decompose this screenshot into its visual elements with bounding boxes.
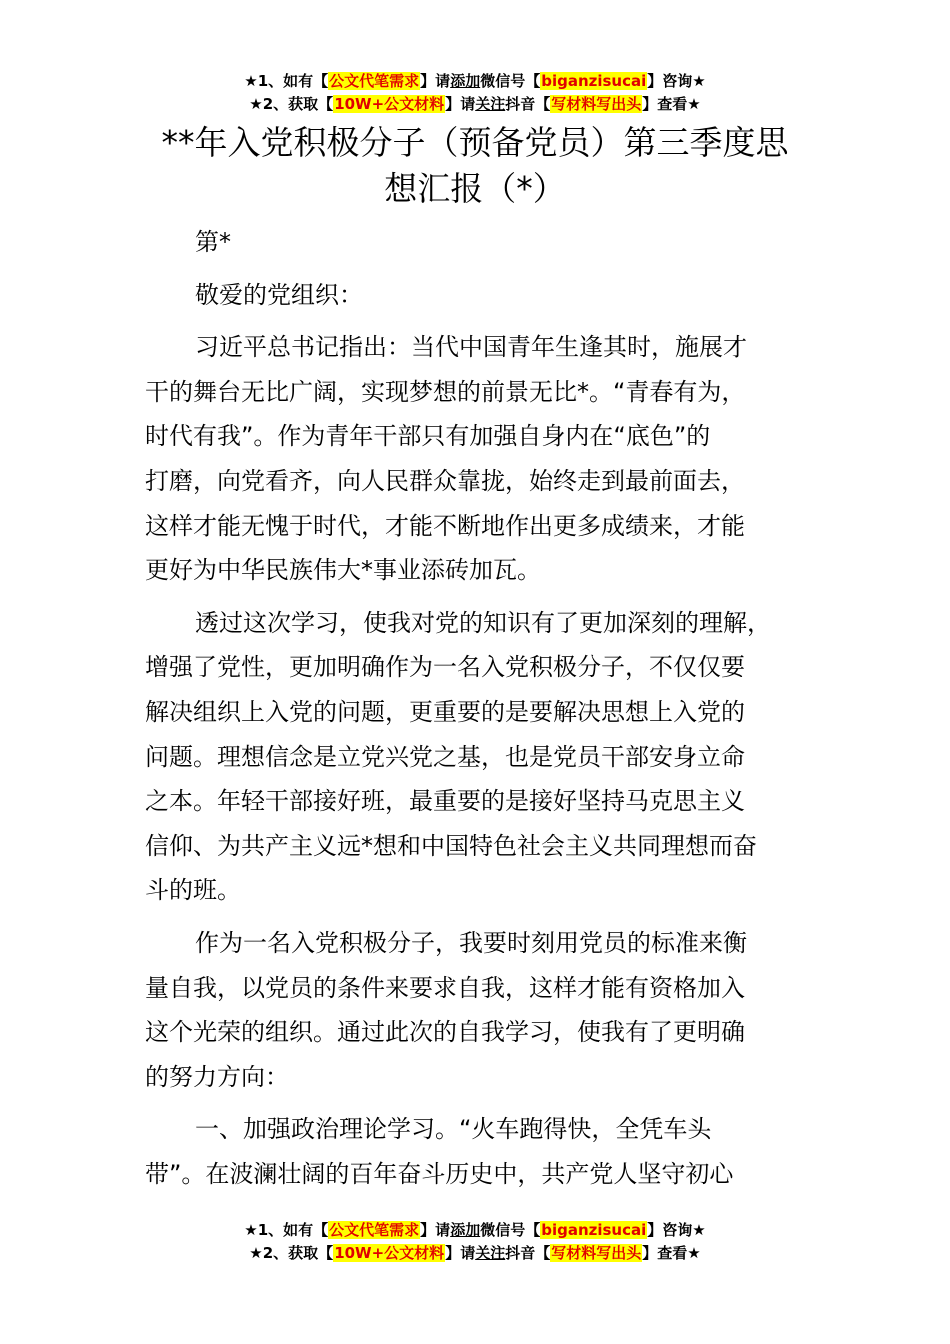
banner-text: ★1、如有【	[244, 72, 329, 90]
banner-text: 】查看★	[642, 1244, 701, 1262]
underlined-text: 关注	[475, 1244, 506, 1262]
footer-banner	[0, 1219, 950, 1265]
document-line: 习近平总书记指出：当代中国青年生逢其时，施展才	[195, 333, 747, 362]
document-line: 更好为中华民族伟大*事业添砖加瓦。	[145, 556, 541, 585]
document-line: 解决组织上入党的问题，更重要的是要解决思想上入党的	[145, 697, 745, 726]
document-line: 这个光荣的组织。通过此次的自我学习，使我有了更明确	[145, 1018, 745, 1047]
underlined-text: 添加	[450, 72, 481, 90]
banner-text: ★1、如有【	[244, 1221, 329, 1239]
banner-text: 】咨询★	[647, 72, 706, 90]
underlined-text: 关注	[475, 95, 506, 113]
document-line: 的努力方向：	[145, 1062, 289, 1091]
banner-text: 】请	[445, 1244, 476, 1262]
document-line: 问题。理想信念是立党兴党之基，也是党员干部安身立命	[145, 742, 745, 771]
document-body	[145, 220, 815, 1196]
highlight-text: 公文代笔需求	[329, 1221, 420, 1239]
wechat-id-highlight: biganzisucai	[541, 1221, 647, 1239]
banner-text: 】请	[445, 95, 476, 113]
banner-text: 】查看★	[642, 95, 701, 113]
banner-line-2	[0, 1242, 950, 1265]
banner-text: 抖音【	[505, 1244, 551, 1262]
highlight-text: 10W+公文材料	[334, 1244, 445, 1262]
banner-text: 微信号【	[480, 1221, 541, 1239]
banner-line-1	[0, 70, 950, 93]
banner-line-1	[0, 1219, 950, 1242]
document-line: 干的舞台无比广阔，实现梦想的前景无比*。“青春有为，	[145, 377, 746, 406]
douyin-highlight: 写材料写出头	[551, 95, 642, 113]
document-line: 打磨，向党看齐，向人民群众靠拢，始终走到最前面去，	[145, 466, 745, 495]
title-line-1: **年入党积极分子（预备党员）第三季度思	[161, 123, 789, 162]
banner-text: 微信号【	[480, 72, 541, 90]
document-line: 时代有我”。作为青年干部只有加强自身内在“底色”的	[145, 422, 711, 451]
document-line: 一、加强政治理论学习。“火车跑得快，全凭车头	[195, 1115, 712, 1144]
banner-line-2	[0, 93, 950, 116]
document-line: 信仰、为共产主义远*想和中国特色社会主义共同理想而奋	[145, 831, 757, 860]
document-title	[0, 120, 950, 212]
banner-text: 】请	[420, 72, 451, 90]
document-line: 敬爱的党组织：	[195, 280, 363, 309]
document-line: 第*	[195, 228, 231, 256]
highlight-text: 公文代笔需求	[329, 72, 420, 90]
document-line: 之本。年轻干部接好班，最重要的是接好坚持马克思主义	[145, 787, 745, 816]
document-line: 量自我，以党员的条件来要求自我，这样才能有资格加入	[145, 973, 745, 1002]
banner-text: 抖音【	[505, 95, 551, 113]
document-line: 作为一名入党积极分子，我要时刻用党员的标准来衡	[195, 928, 747, 957]
wechat-id-highlight: biganzisucai	[541, 72, 647, 90]
underlined-text: 添加	[450, 1221, 481, 1239]
document-line: 带”。在波澜壮阔的百年奋斗历史中，共产党人坚守初心	[145, 1159, 734, 1188]
document-line: 增强了党性，更加明确作为一名入党积极分子，不仅仅要	[145, 653, 745, 682]
banner-text: 】请	[420, 1221, 451, 1239]
document-line: 斗的班。	[145, 876, 241, 905]
highlight-text: 10W+公文材料	[334, 95, 445, 113]
banner-text: 】咨询★	[647, 1221, 706, 1239]
banner-text: ★2、获取【	[249, 1244, 334, 1262]
document-line: 这样才能无愧于时代，才能不断地作出更多成绩来，才能	[145, 511, 745, 540]
douyin-highlight: 写材料写出头	[551, 1244, 642, 1262]
document-line: 透过这次学习，使我对党的知识有了更加深刻的理解，	[195, 608, 771, 637]
header-banner	[0, 70, 950, 116]
banner-text: ★2、获取【	[249, 95, 334, 113]
title-line-2: 想汇报（*）	[384, 169, 566, 208]
